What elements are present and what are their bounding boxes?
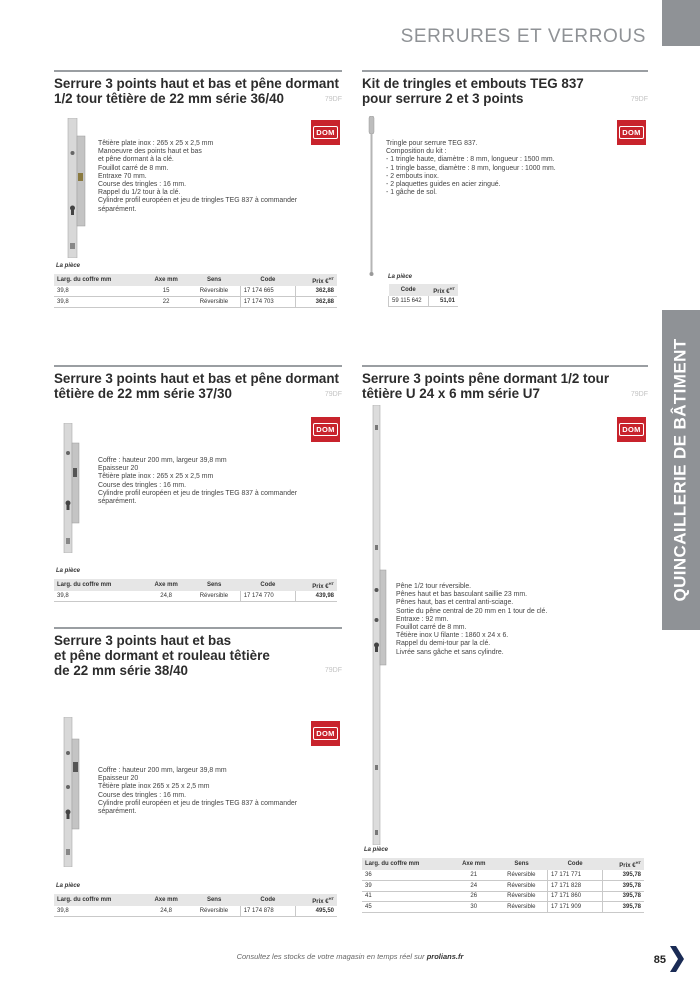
table-row: 39,8 22 Réversible 17 174 703 362,88: [54, 297, 337, 308]
product-code: 79DF: [324, 391, 342, 398]
table-row: 41 26 Réversible 17 171 860 395,78: [362, 891, 644, 902]
product-section-5: [54, 627, 342, 927]
product-code: 79DF: [630, 96, 648, 103]
table-row: 59 115 642 51,01: [389, 296, 459, 307]
product-code: 79DF: [324, 96, 342, 103]
product-description: Tringle pour serrure TEG 837. Composition du kit : - 1 tringle haute, diamètre : 8 mm, longueur : 1500 mm. - 1 tringle basse, diamètre : 8 mm, longueur : 1000 mm. - 2 embouts inox. - 2 plaquettes guides en acier zingué. - 1 gâche de sol.: [386, 140, 556, 197]
product-description: Coffre : hauteur 200 mm, largeur 39,8 mm Epaisseur 20 Têtière plate inox 265 x 25 x 2,5 mm Course des tringles : 16 mm. Cylindre profil européen et jeu de tringles TEG 837 à commander séparément.: [98, 767, 298, 816]
product-description: Têtière plate inox : 265 x 25 x 2,5 mm Manoeuvre des points haut et bas et pêne dormant à la clé. Fouillot carré de 8 mm. Entraxe 70 mm. Course des tringles : 16 mm. Rappel du 1/2 tour à la clé. Cylindre profil européen et jeu de tringles TEG 837 à commander séparément.: [98, 140, 298, 213]
lock-image: [366, 405, 390, 845]
section-rule: [362, 365, 648, 367]
piece-label: La pièce: [56, 263, 81, 269]
table-row: 39 24 Réversible 17 171 828 395,78: [362, 881, 644, 892]
section-rule: [362, 70, 648, 72]
piece-label: La pièce: [364, 847, 389, 853]
price-table: Larg. du coffre mm Axe mm Sens Code Prix €$^{HT}$ 39,8 24,8 Réversible 17 174 770 439,98: [54, 579, 337, 602]
product-description: Pêne 1/2 tour réversible. Pênes haut et bas basculant saillie 23 mm. Pênes haut, bas et central anti-sciage. Sortie du pêne central de 20 mm en 1 tour de clé. Entraxe : 92 mm. Fouillot carré de 8 mm. Têtière inox U filante : 1860 x 24 x 6. Rappel du demi-tour par la clé. Livrée sans gâche et sans cylindre.: [396, 583, 548, 656]
table-row: 39,8 15 Réversible 17 174 665 362,88: [54, 286, 337, 297]
page-number: 85: [653, 954, 666, 966]
section-rule: [54, 365, 342, 367]
lock-image: [56, 717, 86, 867]
footer-site-link[interactable]: prolians.fr: [426, 952, 464, 961]
section-rule: [54, 627, 342, 629]
product-title: Serrure 3 points haut et bas et pêne dormant 1/2 tour têtière de 22 mm série 36/40: [54, 76, 339, 106]
page-header-title: SERRURES ET VERROUS: [400, 26, 646, 47]
product-code: 79DF: [324, 667, 342, 674]
price-table: Code Prix €$^{HT}$ 59 115 642 51,01: [388, 284, 458, 307]
dom-logo: DOM: [617, 120, 646, 145]
table-row: 36 21 Réversible 17 171 771 395,78: [362, 870, 644, 881]
price-table: Larg. du coffre mm Axe mm Sens Code Prix €$^{HT}$ 36 21 Réversible 17 171 771 395,78 39 24 Réversible 17 171 828 395,78 41 26 Réversible 17 171 860 395,78 45 30 Réversible 17 171 909 395,78: [362, 858, 644, 913]
dom-logo: DOM: [617, 417, 646, 442]
footer-text: Consultez les stocks de votre magasin en temps réel sur prolians.fr: [236, 952, 464, 961]
product-title: Kit de tringles et embouts TEG 837 pour serrure 2 et 3 points: [362, 76, 584, 106]
table-row: 39,8 24,8 Réversible 17 174 770 439,98: [54, 591, 337, 602]
price-table: Larg. du coffre mm Axe mm Sens Code Prix €$^{HT}$ 39,8 15 Réversible 17 174 665 362,88 39,8 22 Réversible 17 174 703 362,88: [54, 274, 337, 308]
product-section-3: [54, 365, 342, 605]
rod-image: [364, 116, 380, 276]
product-section-1: [54, 70, 342, 315]
product-title: Serrure 3 points haut et bas et pêne dormant et rouleau têtière de 22 mm série 38/40: [54, 633, 270, 678]
product-code: 79DF: [630, 391, 648, 398]
piece-label: La pièce: [388, 274, 413, 280]
lock-image: [56, 423, 86, 553]
table-row: 45 30 Réversible 17 171 909 395,78: [362, 902, 644, 913]
product-section-4: [362, 365, 648, 925]
side-category-label: QUINCAILLERIE DE BÂTIMENT: [671, 338, 691, 602]
piece-label: La pièce: [56, 568, 81, 574]
product-title: Serrure 3 points pêne dormant 1/2 tour têtière U 24 x 6 mm série U7: [362, 371, 610, 401]
product-section-2: [362, 70, 648, 315]
piece-label: La pièce: [56, 883, 81, 889]
corner-tab: [662, 0, 700, 46]
dom-logo: DOM: [311, 721, 340, 746]
chevron-right-icon[interactable]: [670, 946, 684, 972]
lock-image: [60, 118, 90, 258]
product-description: Coffre : hauteur 200 mm, largeur 39,8 mm Epaisseur 20 Têtière plate inox : 265 x 25 x 2,5 mm Course des tringles : 16 mm. Cylindre profil européen et jeu de tringles TEG 837 à commander séparément.: [98, 457, 298, 506]
dom-logo: DOM: [311, 120, 340, 145]
dom-logo: DOM: [311, 417, 340, 442]
section-rule: [54, 70, 342, 72]
price-table: Larg. du coffre mm Axe mm Sens Code Prix €$^{HT}$ 39,8 24,8 Réversible 17 174 878 495,50: [54, 894, 337, 917]
product-title: Serrure 3 points haut et bas et pêne dormant têtière de 22 mm série 37/30: [54, 371, 339, 401]
table-row: 39,8 24,8 Réversible 17 174 878 495,50: [54, 906, 337, 917]
